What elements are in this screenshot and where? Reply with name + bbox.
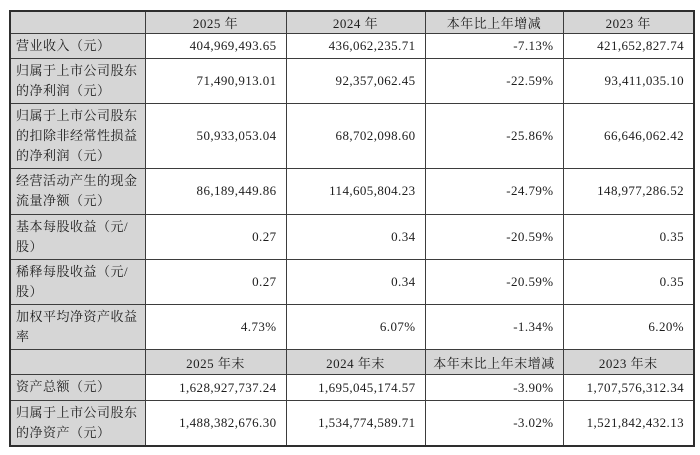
value-2025: 4.73%: [145, 305, 286, 350]
value-2023: 0.35: [563, 259, 694, 304]
value-2025: 0.27: [145, 259, 286, 304]
value-2023: 66,646,062.42: [563, 103, 694, 168]
row-label: 归属于上市公司股东的净资产（元）: [10, 400, 145, 446]
value-2024: 0.34: [286, 214, 425, 259]
value-2023: 1,521,842,432.13: [563, 400, 694, 446]
value-change: -25.86%: [425, 103, 563, 168]
column-header-2024: 2024 年: [286, 11, 425, 33]
value-2024: 114,605,804.23: [286, 169, 425, 214]
row-label: 资产总额（元）: [10, 375, 145, 400]
column-header-2024-end: 2024 年末: [286, 350, 425, 375]
value-2023: 1,707,576,312.34: [563, 375, 694, 400]
year-end-header-row: [10, 350, 694, 375]
table-row-operating-cash-flow: [10, 169, 694, 214]
column-header-2023-end: 2023 年末: [563, 350, 694, 375]
value-2023: 0.35: [563, 214, 694, 259]
row-label: 加权平均净资产收益率: [10, 305, 145, 350]
value-2025: 1,488,382,676.30: [145, 400, 286, 446]
row-label: 基本每股收益（元/股）: [10, 214, 145, 259]
value-2023: 6.20%: [563, 305, 694, 350]
value-2024: 68,702,098.60: [286, 103, 425, 168]
value-change: -22.59%: [425, 58, 563, 103]
value-change: -20.59%: [425, 214, 563, 259]
value-change: -24.79%: [425, 169, 563, 214]
table-row-net-assets: [10, 400, 694, 446]
value-2025: 50,933,053.04: [145, 103, 286, 168]
period-header-row: [10, 11, 694, 33]
value-2024: 1,534,774,589.71: [286, 400, 425, 446]
row-label: 经营活动产生的现金流量净额（元）: [10, 169, 145, 214]
value-2025: 86,189,449.86: [145, 169, 286, 214]
table-row-diluted-eps: [10, 259, 694, 304]
value-2023: 148,977,286.52: [563, 169, 694, 214]
value-2025: 71,490,913.01: [145, 58, 286, 103]
table-row-weighted-avg-roe: [10, 305, 694, 350]
value-2025: 0.27: [145, 214, 286, 259]
table-row-revenue: [10, 33, 694, 58]
value-2025: 1,628,927,737.24: [145, 375, 286, 400]
value-2024: 436,062,235.71: [286, 33, 425, 58]
value-2023: 421,652,827.74: [563, 33, 694, 58]
column-header-yoy-change: 本年比上年增减: [425, 11, 563, 33]
row-label: 稀释每股收益（元/股）: [10, 259, 145, 304]
value-2024: 6.07%: [286, 305, 425, 350]
row-label: 归属于上市公司股东的扣除非经常性损益的净利润（元）: [10, 103, 145, 168]
corner-cell: [10, 11, 145, 33]
column-header-2025-end: 2025 年末: [145, 350, 286, 375]
row-label: 营业收入（元）: [10, 33, 145, 58]
table-row-basic-eps: [10, 214, 694, 259]
corner-cell: [10, 350, 145, 375]
table-row-net-profit-excl-nonrecurring: [10, 103, 694, 168]
value-2023: 93,411,035.10: [563, 58, 694, 103]
value-2025: 404,969,493.65: [145, 33, 286, 58]
financial-summary-table: [9, 10, 695, 447]
row-label: 归属于上市公司股东的净利润（元）: [10, 58, 145, 103]
value-2024: 0.34: [286, 259, 425, 304]
value-change: -1.34%: [425, 305, 563, 350]
value-change: -7.13%: [425, 33, 563, 58]
value-change: -3.90%: [425, 375, 563, 400]
column-header-2025: 2025 年: [145, 11, 286, 33]
table-row-total-assets: [10, 375, 694, 400]
table-row-net-profit: [10, 58, 694, 103]
value-2024: 1,695,045,174.57: [286, 375, 425, 400]
value-change: -20.59%: [425, 259, 563, 304]
value-2024: 92,357,062.45: [286, 58, 425, 103]
value-change: -3.02%: [425, 400, 563, 446]
column-header-2023: 2023 年: [563, 11, 694, 33]
column-header-yearend-change: 本年末比上年末增减: [425, 350, 563, 375]
